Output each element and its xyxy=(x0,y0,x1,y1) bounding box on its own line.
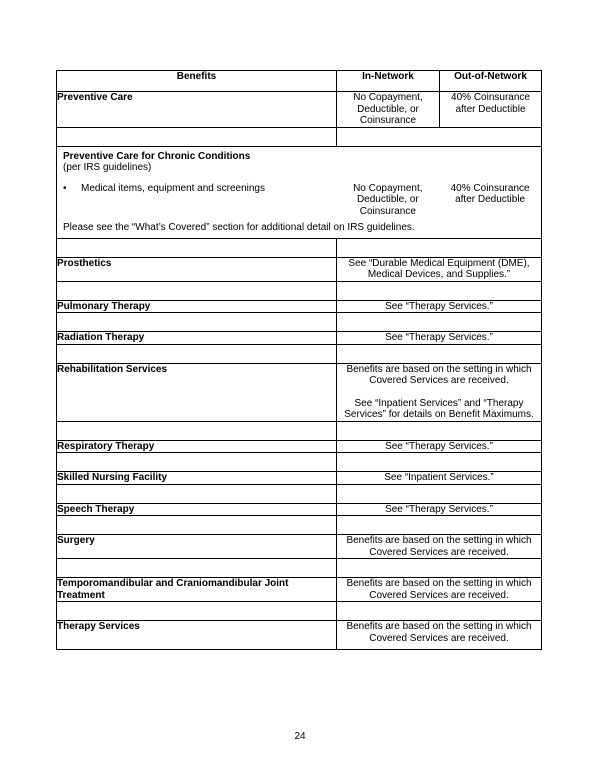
spacer-row xyxy=(57,559,542,578)
table-row xyxy=(57,472,542,485)
bullet-icon: • xyxy=(63,182,67,194)
respiratory-therapy-value: See “Therapy Services.” xyxy=(337,440,542,453)
surgery-value: Benefits are based on the setting in which Covered Services are received. xyxy=(337,535,542,559)
radiation-therapy-value: See “Therapy Services.” xyxy=(337,332,542,345)
spacer-row xyxy=(57,127,542,146)
header-in-network: In-Network xyxy=(337,71,440,92)
row-label-preventive-care: Preventive Care xyxy=(57,92,337,128)
row-label-therapy-services: Therapy Services xyxy=(57,621,337,650)
chronic-note: Please see the “What’s Covered” section for additional detail on IRS guidelines. xyxy=(63,222,415,233)
preventive-care-out-of-network: 40% Coinsurance after Deductible xyxy=(440,92,542,128)
spacer-row xyxy=(57,281,542,300)
row-label-pulmonary-therapy: Pulmonary Therapy xyxy=(57,300,337,313)
rehabilitation-value-maximums: See “Inpatient Services” and “Therapy Services” for details on Benefit Maximums. xyxy=(344,397,534,420)
row-label-prosthetics: Prosthetics xyxy=(57,257,337,281)
spacer-row xyxy=(57,313,542,332)
header-benefits: Benefits xyxy=(57,71,337,92)
prosthetics-value: See “Durable Medical Equipment (DME), Medical Devices, and Supplies.” xyxy=(337,257,542,281)
rehabilitation-value-setting: Benefits are based on the setting in which Covered Services are received. xyxy=(346,363,532,386)
row-label-surgery: Surgery xyxy=(57,535,337,559)
spacer-row xyxy=(57,238,542,257)
table-row xyxy=(57,503,542,516)
table-row xyxy=(57,300,542,313)
row-label-rehabilitation-services: Rehabilitation Services xyxy=(57,363,337,421)
chronic-in-network: No Copayment, Deductible, or Coinsurance xyxy=(353,182,423,217)
table-row xyxy=(57,332,542,345)
table-row xyxy=(57,440,542,453)
spacer-row xyxy=(57,453,542,472)
benefits-table xyxy=(56,70,542,650)
spacer-row xyxy=(57,602,542,621)
chronic-item-label: Medical items, equipment and screenings xyxy=(81,182,265,194)
list-item xyxy=(63,183,330,195)
spacer-row xyxy=(57,421,542,440)
therapy-services-value: Benefits are based on the setting in which Covered Services are received. xyxy=(337,621,542,650)
table-row xyxy=(57,578,542,602)
speech-therapy-value: See “Therapy Services.” xyxy=(337,503,542,516)
table-header-row xyxy=(57,71,542,92)
spacer-row xyxy=(57,484,542,503)
tmj-treatment-value: Benefits are based on the setting in which Covered Services are received. xyxy=(337,578,542,602)
table-row xyxy=(57,92,542,128)
table-row xyxy=(57,535,542,559)
row-label-skilled-nursing-facility: Skilled Nursing Facility xyxy=(57,472,337,485)
row-label-respiratory-therapy: Respiratory Therapy xyxy=(57,440,337,453)
spacer-row xyxy=(57,516,542,535)
table-row xyxy=(57,257,542,281)
row-label-radiation-therapy: Radiation Therapy xyxy=(57,332,337,345)
pulmonary-therapy-value: See “Therapy Services.” xyxy=(337,300,542,313)
header-out-of-network: Out-of-Network xyxy=(440,71,542,92)
row-label-speech-therapy: Speech Therapy xyxy=(57,503,337,516)
page-number: 24 xyxy=(294,731,306,742)
preventive-care-in-network: No Copayment, Deductible, or Coinsurance xyxy=(337,92,440,128)
table-row xyxy=(57,621,542,650)
row-label-tmj-treatment: Temporomandibular and Craniomandibular Joint Treatment xyxy=(57,578,337,602)
chronic-sublabel: (per IRS guidelines) xyxy=(63,162,152,173)
table-row xyxy=(57,146,542,238)
chronic-out-of-network: 40% Coinsurance after Deductible xyxy=(450,182,530,205)
spacer-row xyxy=(57,344,542,363)
row-label-chronic-conditions: Preventive Care for Chronic Conditions xyxy=(63,150,251,162)
table-row xyxy=(57,363,542,421)
skilled-nursing-facility-value: See “Inpatient Services.” xyxy=(337,472,542,485)
